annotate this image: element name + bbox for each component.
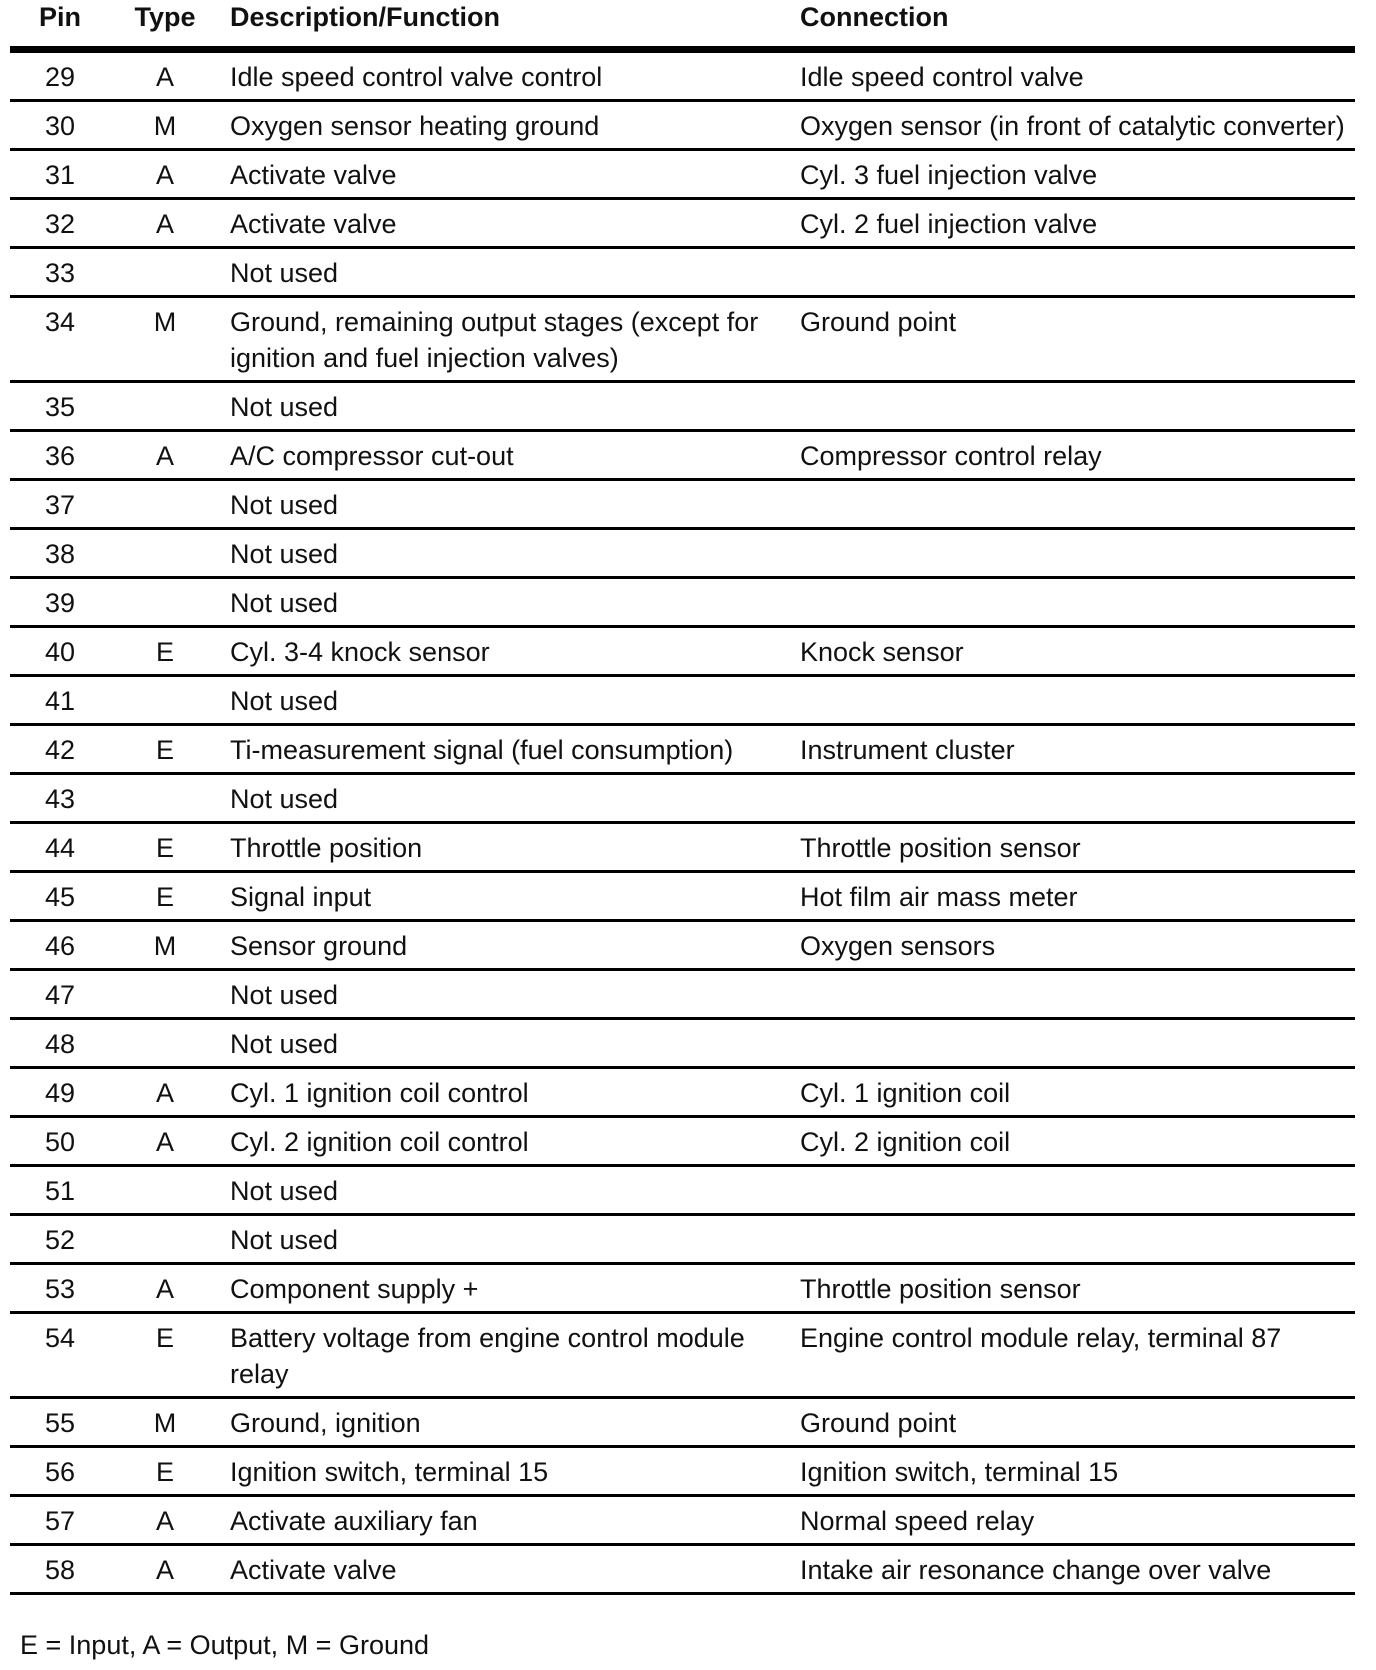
type-legend: E = Input, A = Output, M = Ground	[20, 1630, 430, 1660]
table-row	[10, 1264, 1355, 1313]
cell-description: Activate valve	[230, 160, 397, 190]
cell-connection: Throttle position sensor	[800, 833, 1081, 863]
cell-pin: 52	[44, 1225, 76, 1255]
cell-pin: 43	[44, 784, 76, 814]
table-row	[10, 382, 1355, 431]
cell-type: A	[155, 1127, 174, 1157]
cell-pin: 29	[44, 62, 76, 92]
cell-pin: 55	[44, 1408, 76, 1438]
cell-pin: 46	[44, 931, 76, 961]
cell-description: A/C compressor cut-out	[230, 441, 514, 471]
cell-pin: 56	[44, 1457, 76, 1487]
table-row	[10, 921, 1355, 970]
table-row	[10, 1215, 1355, 1264]
cell-pin: 41	[44, 686, 76, 716]
cell-pin: 49	[44, 1078, 76, 1108]
cell-pin: 30	[44, 111, 76, 141]
table-row	[10, 1117, 1355, 1166]
cell-connection: Hot film air mass meter	[800, 882, 1078, 912]
cell-connection: Knock sensor	[800, 637, 964, 667]
cell-pin: 40	[44, 637, 76, 667]
cell-pin: 36	[44, 441, 76, 471]
cell-type: M	[153, 1408, 177, 1438]
table-header-row	[10, 0, 1355, 50]
cell-connection	[790, 774, 1355, 823]
cell-connection: Ignition switch, terminal 15	[800, 1457, 1119, 1487]
cell-description: Ground, remaining output stages (except for ignition and fuel injection valves)	[230, 307, 759, 373]
cell-description: Throttle position	[230, 833, 423, 863]
cell-type: A	[155, 441, 174, 471]
table-row	[10, 480, 1355, 529]
cell-type: E	[155, 1457, 174, 1487]
cell-description: Battery voltage from engine control module relay	[230, 1323, 745, 1389]
cell-description: Not used	[230, 686, 339, 716]
table-row	[10, 431, 1355, 480]
cell-pin: 57	[44, 1506, 76, 1536]
cell-connection: Intake air resonance change over valve	[800, 1555, 1272, 1585]
cell-connection	[790, 529, 1355, 578]
cell-description: Ground, ignition	[230, 1408, 421, 1438]
cell-description: Not used	[230, 1176, 339, 1206]
cell-description: Activate valve	[230, 209, 397, 239]
cell-pin: 48	[44, 1029, 76, 1059]
cell-type: A	[155, 1555, 174, 1585]
table-row	[10, 1447, 1355, 1496]
cell-connection	[790, 480, 1355, 529]
cell-pin: 33	[44, 258, 76, 288]
cell-connection	[790, 248, 1355, 297]
table-row	[10, 529, 1355, 578]
cell-type: E	[155, 1323, 174, 1353]
cell-connection: Ground point	[800, 1408, 957, 1438]
table-row	[10, 50, 1355, 101]
cell-pin: 34	[44, 307, 76, 337]
cell-connection	[790, 1215, 1355, 1264]
cell-description: Cyl. 2 ignition coil control	[230, 1127, 529, 1157]
cell-type: A	[155, 1274, 174, 1304]
cell-pin: 51	[44, 1176, 76, 1206]
cell-connection	[790, 382, 1355, 431]
table-row	[10, 627, 1355, 676]
table-row	[10, 150, 1355, 199]
table-row	[10, 774, 1355, 823]
table-row	[10, 1313, 1355, 1398]
cell-type	[110, 248, 220, 297]
cell-pin: 50	[44, 1127, 76, 1157]
cell-type: E	[155, 882, 174, 912]
cell-pin: 47	[44, 980, 76, 1010]
cell-type: A	[155, 62, 174, 92]
cell-connection: Compressor control relay	[800, 441, 1102, 471]
cell-type: A	[155, 209, 174, 239]
cell-description: Not used	[230, 490, 339, 520]
cell-type: E	[155, 637, 174, 667]
table-row	[10, 676, 1355, 725]
table-row	[10, 297, 1355, 382]
cell-type	[110, 970, 220, 1019]
cell-description: Cyl. 3-4 knock sensor	[230, 637, 490, 667]
cell-description: Not used	[230, 588, 339, 618]
header-description: Description/Function	[230, 2, 500, 32]
cell-pin: 54	[44, 1323, 76, 1353]
cell-description: Sensor ground	[230, 931, 408, 961]
header-pin: Pin	[38, 2, 81, 32]
cell-pin: 44	[44, 833, 76, 863]
table-body	[10, 50, 1355, 1594]
cell-connection: Cyl. 1 ignition coil	[800, 1078, 1011, 1108]
cell-pin: 35	[44, 392, 76, 422]
cell-type: A	[155, 160, 174, 190]
cell-description: Not used	[230, 784, 339, 814]
table-row	[10, 248, 1355, 297]
cell-connection: Normal speed relay	[800, 1506, 1035, 1536]
cell-pin: 53	[44, 1274, 76, 1304]
cell-description: Signal input	[230, 882, 372, 912]
cell-description: Component supply +	[230, 1274, 479, 1304]
cell-type: M	[153, 931, 177, 961]
cell-connection	[790, 1166, 1355, 1215]
cell-description: Not used	[230, 539, 339, 569]
table-row	[10, 101, 1355, 150]
cell-description: Activate valve	[230, 1555, 397, 1585]
cell-connection: Instrument cluster	[800, 735, 1015, 765]
cell-description: Cyl. 1 ignition coil control	[230, 1078, 529, 1108]
cell-type	[110, 1019, 220, 1068]
cell-pin: 45	[44, 882, 76, 912]
cell-connection: Engine control module relay, terminal 87	[800, 1323, 1282, 1353]
table-row	[10, 578, 1355, 627]
cell-pin: 37	[44, 490, 76, 520]
table-row	[10, 1068, 1355, 1117]
cell-type	[110, 480, 220, 529]
cell-type	[110, 1215, 220, 1264]
cell-description: Not used	[230, 392, 339, 422]
cell-pin: 32	[44, 209, 76, 239]
cell-description: Ti-measurement signal (fuel consumption)	[230, 735, 734, 765]
cell-type	[110, 529, 220, 578]
cell-pin: 58	[44, 1555, 76, 1585]
cell-connection: Idle speed control valve	[800, 62, 1084, 92]
header-type: Type	[134, 2, 196, 32]
cell-description: Activate auxiliary fan	[230, 1506, 478, 1536]
table-row	[10, 823, 1355, 872]
cell-type: A	[155, 1078, 174, 1108]
table-row	[10, 199, 1355, 248]
cell-description: Not used	[230, 980, 339, 1010]
header-connection: Connection	[800, 2, 949, 32]
cell-type: E	[155, 735, 174, 765]
table-row	[10, 725, 1355, 774]
cell-type: A	[155, 1506, 174, 1536]
cell-description: Idle speed control valve control	[230, 62, 603, 92]
cell-connection: Throttle position sensor	[800, 1274, 1081, 1304]
table-row	[10, 1019, 1355, 1068]
pin-assignment-table	[10, 0, 1355, 1595]
cell-connection: Ground point	[800, 307, 957, 337]
cell-type	[110, 382, 220, 431]
table-row	[10, 1166, 1355, 1215]
cell-type	[110, 676, 220, 725]
cell-connection	[790, 970, 1355, 1019]
cell-type: M	[153, 111, 177, 141]
cell-description: Not used	[230, 1029, 339, 1059]
cell-type: M	[153, 307, 177, 337]
cell-pin: 42	[44, 735, 76, 765]
cell-connection	[790, 1019, 1355, 1068]
cell-type	[110, 774, 220, 823]
table-row	[10, 970, 1355, 1019]
cell-description: Not used	[230, 1225, 339, 1255]
cell-pin: 38	[44, 539, 76, 569]
cell-connection: Cyl. 2 ignition coil	[800, 1127, 1011, 1157]
cell-description: Not used	[230, 258, 339, 288]
pin-assignment-document	[10, 0, 1355, 1595]
cell-description: Oxygen sensor heating ground	[230, 111, 600, 141]
cell-connection: Oxygen sensor (in front of catalytic converter)	[800, 111, 1345, 141]
cell-type	[110, 1166, 220, 1215]
table-row	[10, 872, 1355, 921]
cell-type: E	[155, 833, 174, 863]
cell-pin: 39	[44, 588, 76, 618]
cell-type	[110, 578, 220, 627]
table-row	[10, 1496, 1355, 1545]
cell-pin: 31	[44, 160, 76, 190]
cell-connection	[790, 578, 1355, 627]
table-row	[10, 1545, 1355, 1594]
cell-description: Ignition switch, terminal 15	[230, 1457, 549, 1487]
cell-connection	[790, 676, 1355, 725]
cell-connection: Oxygen sensors	[800, 931, 996, 961]
table-row	[10, 1398, 1355, 1447]
cell-connection: Cyl. 2 fuel injection valve	[800, 209, 1098, 239]
cell-connection: Cyl. 3 fuel injection valve	[800, 160, 1098, 190]
